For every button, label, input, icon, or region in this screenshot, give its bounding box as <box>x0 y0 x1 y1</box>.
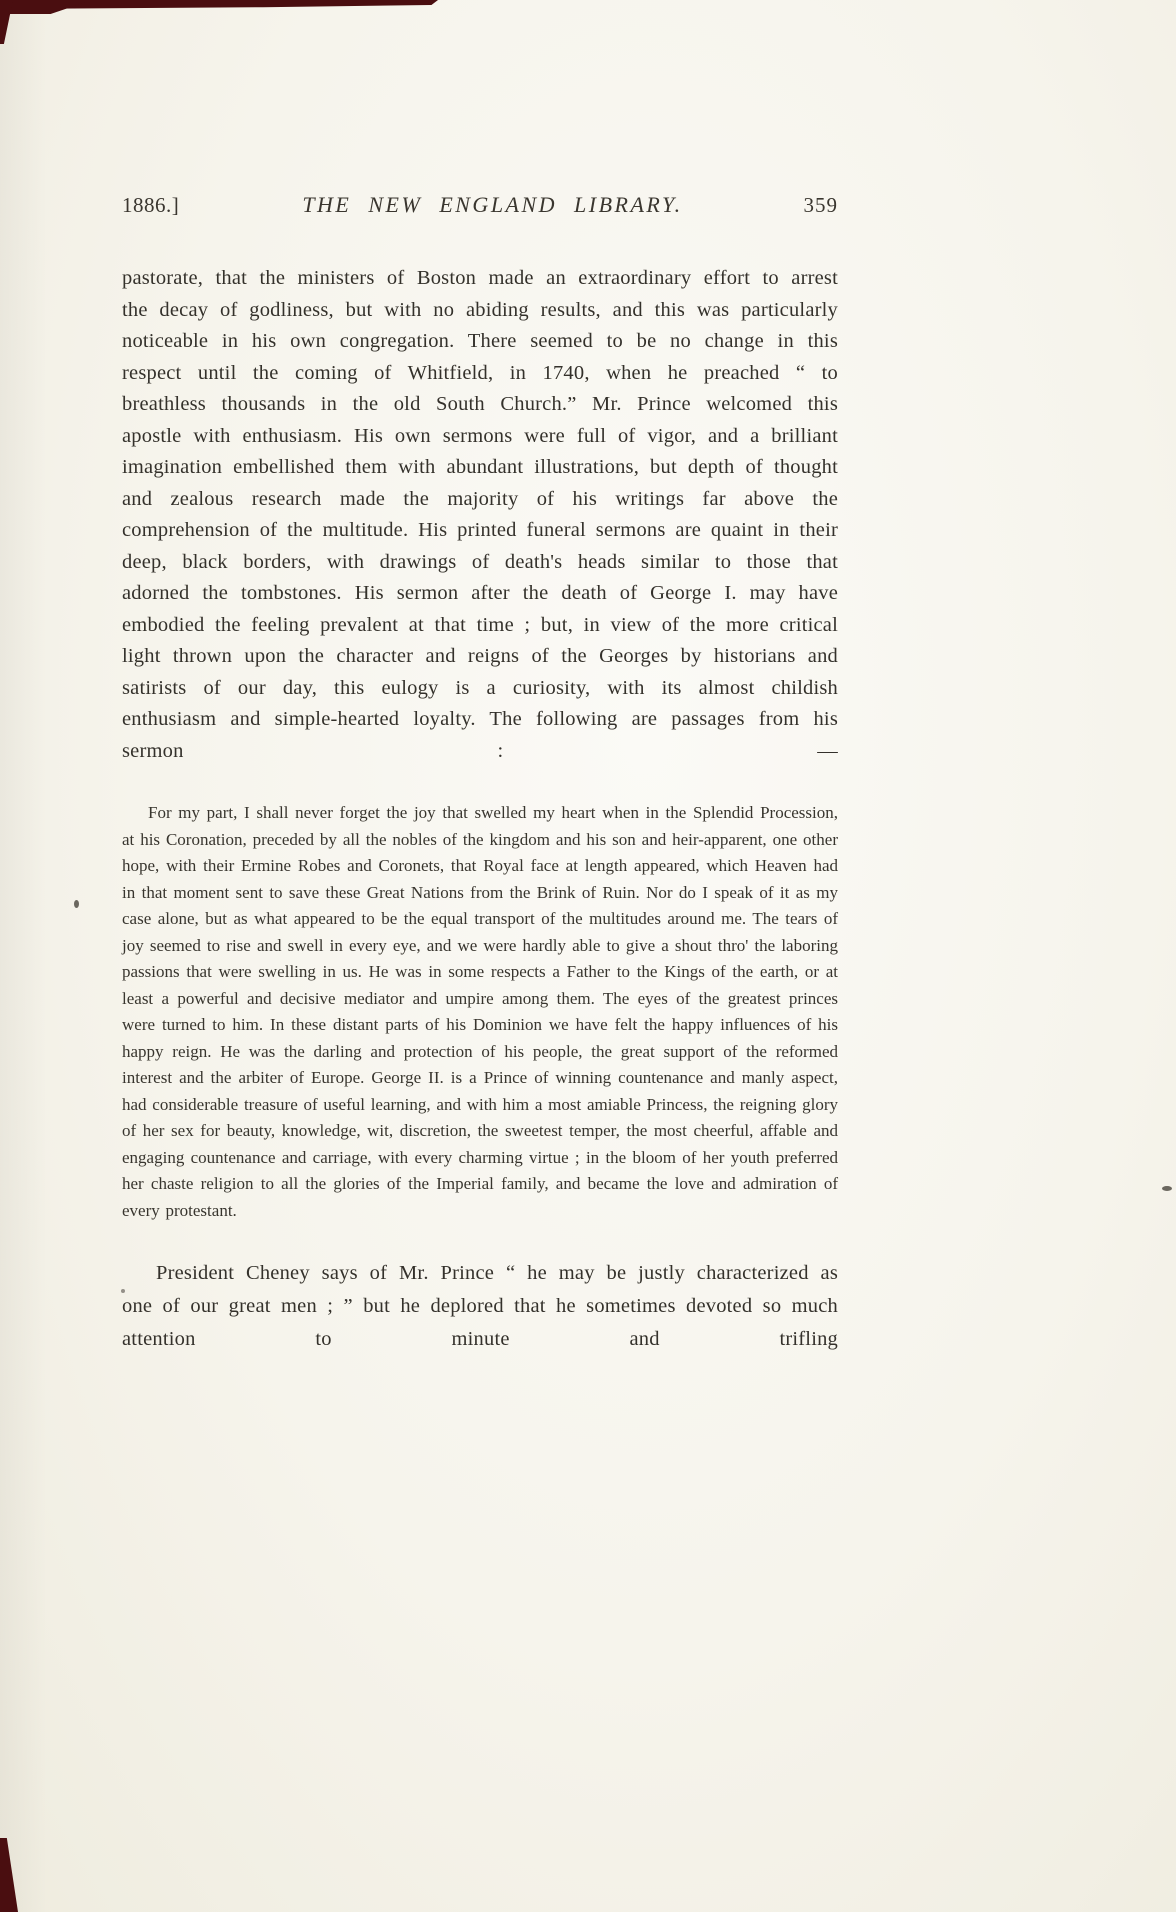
running-title: THE NEW ENGLAND LIBRARY. <box>302 192 683 217</box>
text-column <box>122 192 838 1356</box>
main-paragraph: pastorate, that the ministers of Boston made an extraordinary effort to arrest the decay of godliness, but with no abiding results, and this was particularly noticeable in his own congregation. There seemed to be no change in this respect until the coming of Whitfield, in 1740, when he preached “ to breathless thousands in the old South Church.” Mr. Prince welcomed this apostle with enthusiasm. His own sermons were full of vigor, and a brilliant imagination embellished them with abundant illustrations, but depth of thought and zealous research made the majority of his writings far above the comprehension of the multitude. His printed funeral sermons are quaint in their deep, black borders, with drawings of death's heads similar to those that adorned the tombstones. His sermon after the death of George I. may have embodied the feeling prevalent at that time ; but, in view of the more critical light thrown upon the character and reigns of the Georges by historians and satirists of our day, this eulogy is a curiosity, with its almost childish enthusiasm and simple-hearted loyalty. The following are passages from his sermon : — <box>122 267 838 762</box>
scan-artifact-bottom-left-edge <box>0 1838 18 1912</box>
scan-speck-left-margin <box>74 900 79 908</box>
sermon-excerpt-quote: For my part, I shall never forget the joy that swelled my heart when in the Splendid Procession, at his Coronation, preceded by all the nobles of the kingdom and his son and heir-apparent, one other hope, with their Ermine Robes and Coronets, that Royal face at length appeared, which Heaven had in that moment sent to save these Great Nations from the Brink of Ruin. Nor do I speak of it as my case alone, but as what appeared to be the equal transport of the multitudes around me. The tears of joy seemed to rise and swell in every eye, and we were hardly able to give a shout thro' the laboring passions that were swelling in us. He was in some respects a Father to the Kings of the earth, or at least a powerful and decisive mediator and umpire among them. The eyes of the greatest princes were turned to him. In these distant parts of his Dominion we have felt the happy influences of his happy reign. He was the darling and protection of his people, the great support of the reformed interest and the arbiter of Europe. George II. is a Prince of winning countenance and manly aspect, had considerable treasure of useful learning, and with him a most amiable Princess, the reigning glory of her sex for beauty, knowledge, wit, discretion, the sweetest temper, the most cheerful, affable and engaging countenance and carriage, with every charming virtue ; in the bloom of her youth preferred her chaste religion to all the glories of the Imperial family, and became the love and admiration of every protestant. <box>122 803 838 1220</box>
header-year: 1886.] <box>122 193 180 217</box>
running-header <box>122 192 838 218</box>
page-number: 359 <box>803 193 838 217</box>
scan-artifact-top-left-edge <box>0 0 13 44</box>
scan-speck-right-margin <box>1162 1186 1172 1191</box>
closing-paragraph: President Cheney says of Mr. Prince “ he may be justly characterized as one of our great men ; ” but he deplored that he sometimes devoted so much attention to minute and trifling <box>122 1262 838 1350</box>
